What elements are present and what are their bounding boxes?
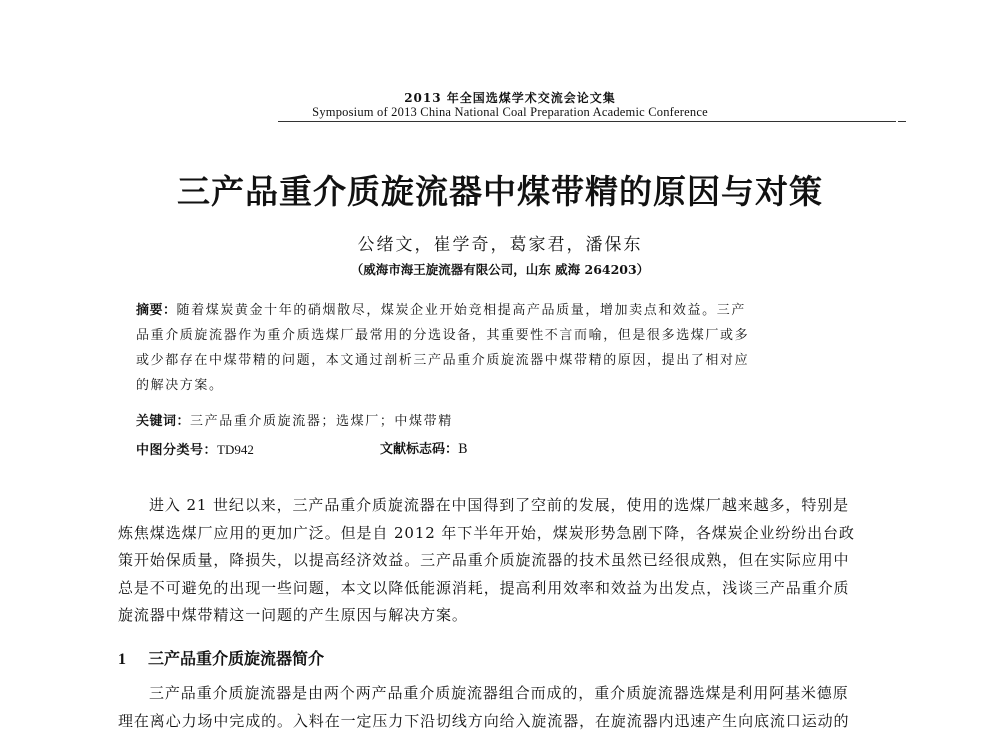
document-code-value: B: [458, 442, 468, 457]
keywords-label: 关键词：: [136, 414, 191, 429]
running-header-english: Symposium of 2013 China National Coal Preparation Academic Conference: [312, 105, 708, 119]
abstract-line: 的解决方案。: [136, 378, 224, 393]
body-line: 旋流器中煤带精这一问题的产生原因与解决方案。: [118, 606, 468, 624]
section-1-paragraph: [118, 680, 918, 735]
body-line: 三产品重介质旋流器是由两个两产品重介质旋流器组合而成的，重介质旋流器选煤是利用阿基米德原: [149, 684, 849, 702]
classification-value: TD942: [217, 442, 254, 457]
header-rule: [278, 121, 896, 122]
abstract-text: 随着煤炭黄金十年的硝烟散尽，煤炭企业开始竞相提高产品质量，增加卖点和效益。三产: [176, 303, 746, 318]
body-line: 策开始保质量，降损失，以提高经济效益。三产品重介质旋流器的技术虽然已经很成熟，但在实际应用中: [118, 551, 850, 569]
abstract-line: 品重介质旋流器作为重介质选煤厂最常用的分选设备，其重要性不言而喻，但是很多选煤厂或多: [136, 328, 750, 343]
intro-paragraph: [118, 492, 918, 630]
header-rule-tick: [898, 121, 906, 122]
keywords: [136, 411, 453, 433]
section-number: 1: [118, 651, 126, 668]
section-title: 三产品重介质旋流器简介: [148, 649, 325, 668]
abstract-line: [136, 298, 876, 323]
abstract-label: 摘要：: [136, 303, 177, 318]
running-header-chinese: 2013 年全国选煤学术交流会论文集: [404, 91, 616, 105]
body-line: 总是不可避免的出现一些问题，本文以降低能源消耗，提高利用效率和效益为出发点，浅谈三产品重介质: [118, 578, 850, 597]
body-line: 炼焦煤选煤厂应用的更加广泛。但是自 2012 年下半年开始，煤炭形势急剧下降，各煤炭企业纷纷出台政: [118, 523, 855, 542]
classification-number: [136, 440, 254, 461]
keywords-value: 三产品重介质旋流器；选煤厂；中煤带精: [190, 414, 453, 429]
abstract: [136, 298, 876, 398]
abstract-line: 或少都存在中煤带精的问题，本文通过剖析三产品重介质旋流器中煤带精的原因，提出了相对应: [136, 353, 750, 368]
classification-label: 中图分类号：: [136, 443, 218, 458]
document-code-label: 文献标志码：: [380, 442, 459, 457]
paper-title: 三产品重介质旋流器中煤带精的原因与对策: [177, 172, 823, 211]
affiliation: （威海市海王旋流器有限公司，山东 威海 264203）: [350, 262, 650, 277]
section-heading: [118, 648, 324, 671]
document-code: [380, 440, 468, 460]
body-line: 理在离心力场中完成的。入料在一定压力下沿切线方向给入旋流器，在旋流器内迅速产生向底流口运动的: [118, 711, 850, 730]
running-header: [200, 91, 820, 119]
body-line: 进入 21 世纪以来，三产品重介质旋流器在中国得到了空前的发展，使用的选煤厂越来越多，特别是: [149, 496, 850, 514]
authors: 公绪文，崔学奇，葛家君，潘保东: [357, 235, 643, 255]
